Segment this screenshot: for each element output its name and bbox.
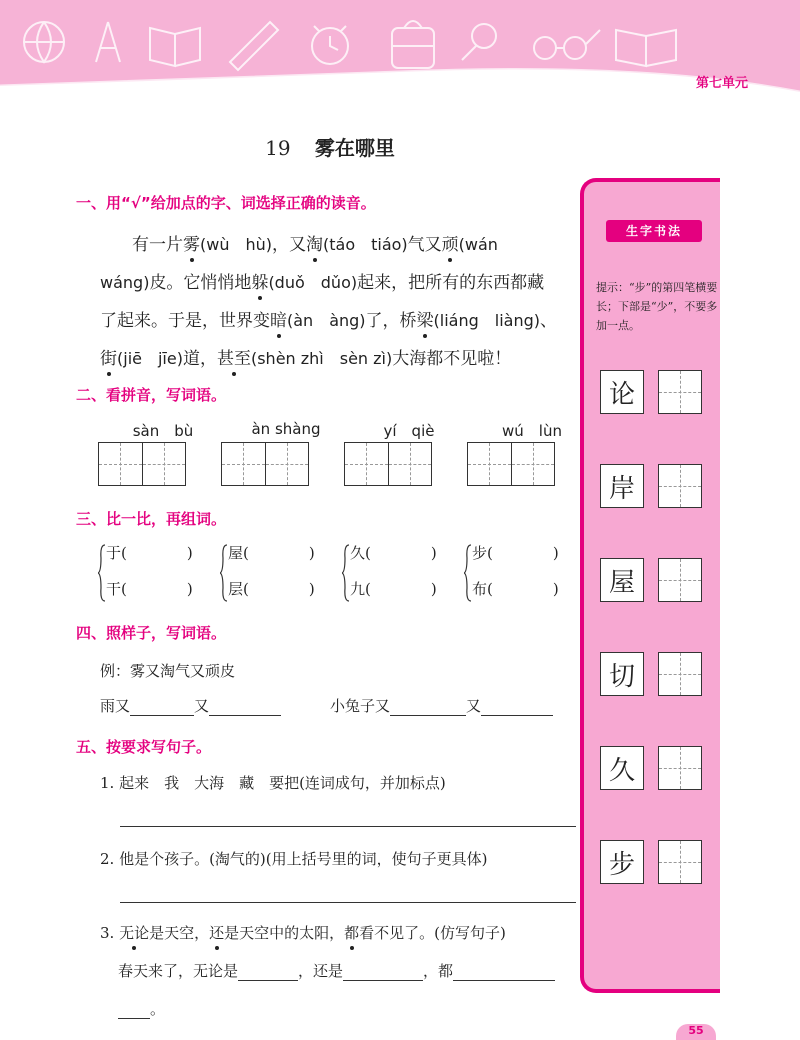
compare-row: 步( ) bbox=[472, 544, 559, 562]
compare-char: 干( bbox=[106, 580, 127, 598]
text-segment: 了起来。于是，世界变 bbox=[100, 311, 270, 331]
compare-row: 层( ) bbox=[228, 580, 315, 598]
compare-row: 屋( ) bbox=[228, 544, 315, 562]
pinyin-label: sàn bù bbox=[132, 422, 194, 440]
answer-blank[interactable] bbox=[481, 697, 553, 716]
tip-text: 提示：“步”的第四笔横要长；下部是“少”，不要多加一点。 bbox=[596, 281, 718, 332]
answer-blank[interactable] bbox=[209, 697, 281, 716]
question-1: 1. 起来 我 大海 藏 要把(连词成句，并加标点) bbox=[100, 774, 446, 792]
answer-blank[interactable] bbox=[238, 962, 298, 981]
reading-line-4 bbox=[100, 344, 511, 369]
pinyin-options: (shèn zhì sèn zì) bbox=[250, 349, 393, 368]
header-banner bbox=[0, 0, 800, 104]
pinyin-options: (jiē jīe) bbox=[117, 349, 183, 368]
model-char: 步 bbox=[600, 840, 644, 884]
char-practice-row bbox=[600, 652, 702, 696]
pinyin-options: (táo tiáo) bbox=[323, 235, 408, 254]
section2-heading: 二、看拼音，写词语。 bbox=[76, 386, 227, 404]
dotted-word: 无论 bbox=[119, 924, 150, 942]
unit-label: 第七单元 bbox=[695, 76, 748, 91]
text-segment: 道， bbox=[182, 349, 217, 369]
dotted-word: 梁 bbox=[417, 306, 434, 331]
compare-row: 布( ) bbox=[472, 580, 559, 598]
answer-line[interactable] bbox=[120, 826, 576, 827]
char-practice-row bbox=[600, 558, 702, 602]
fill-text: 小兔子又 bbox=[330, 697, 391, 715]
compare-char: 屋( bbox=[228, 544, 249, 562]
pinyin-item bbox=[221, 420, 351, 486]
compare-char: 层( bbox=[228, 580, 249, 598]
dotted-word: 都 bbox=[344, 924, 360, 942]
compare-char: 于( bbox=[106, 544, 127, 562]
practice-box[interactable] bbox=[658, 652, 702, 696]
practice-box[interactable] bbox=[658, 840, 702, 884]
example-text: 例：雾又淘气又顽皮 bbox=[100, 662, 236, 680]
practice-box[interactable] bbox=[658, 558, 702, 602]
pinyin-options: (duǒ dǔo) bbox=[268, 273, 358, 292]
answer-blank[interactable] bbox=[453, 962, 555, 981]
reading-line-3 bbox=[100, 306, 557, 331]
pinyin-label: yí qiè bbox=[383, 422, 435, 440]
practice-box[interactable] bbox=[658, 746, 702, 790]
panel-title: 生字书法 bbox=[606, 220, 702, 242]
page-number: 55 bbox=[676, 1024, 716, 1040]
fill-text: 雨又 bbox=[100, 697, 131, 715]
fill-text: 又 bbox=[194, 697, 210, 715]
text-segment: 是天空， bbox=[149, 924, 210, 942]
question-3: 3. 无论是天空，还是天空中的太阳，都看不见了。(仿写句子) bbox=[100, 924, 506, 942]
pinyin-label: wú lùn bbox=[502, 422, 562, 440]
char-practice-row bbox=[600, 746, 702, 790]
compare-char: 布( bbox=[472, 580, 493, 598]
text-segment: 皮。它悄悄地 bbox=[149, 273, 252, 293]
text-segment: 大海都不见啦！ bbox=[392, 349, 512, 369]
text-segment: 起来，把所有的东西都藏 bbox=[357, 273, 545, 293]
text-segment: ，又 bbox=[272, 235, 306, 255]
answer-line[interactable] bbox=[120, 902, 576, 903]
answer-blank[interactable] bbox=[118, 1000, 150, 1019]
pinyin-options: wáng) bbox=[100, 273, 150, 292]
question-3-end: 。 bbox=[118, 998, 165, 1019]
text-segment: 有一片 bbox=[132, 235, 183, 255]
pinyin-item bbox=[344, 420, 474, 486]
section4-heading: 四、照样子，写词语。 bbox=[76, 624, 227, 642]
dotted-word: 街 bbox=[100, 344, 117, 369]
compare-char: 九( bbox=[350, 580, 371, 598]
model-char: 屋 bbox=[600, 558, 644, 602]
practice-box[interactable] bbox=[658, 464, 702, 508]
page-title bbox=[0, 132, 660, 161]
text-segment: 了，桥 bbox=[365, 311, 417, 331]
brace-icon bbox=[98, 544, 106, 602]
pinyin-item bbox=[467, 420, 597, 486]
question-3-fill: 春天来了，无论是 ，还是 ，都 bbox=[118, 960, 555, 981]
section3-heading: 三、比一比，再组词。 bbox=[76, 510, 227, 528]
dotted-word: 躲 bbox=[251, 268, 268, 293]
compare-row: 干( ) bbox=[106, 580, 193, 598]
dotted-word: 顽 bbox=[442, 230, 459, 255]
text-segment: 、 bbox=[540, 311, 558, 331]
reading-line-1 bbox=[132, 230, 498, 255]
pinyin-options: (àn àng) bbox=[287, 311, 366, 330]
pinyin-options: (wán bbox=[458, 235, 498, 254]
section1-heading: 一、用“√”给加点的字、词选择正确的读音。 bbox=[76, 194, 376, 212]
model-char: 论 bbox=[600, 370, 644, 414]
char-practice-row bbox=[600, 464, 702, 508]
dotted-word: 淘 bbox=[306, 230, 323, 255]
answer-blank[interactable] bbox=[343, 962, 423, 981]
char-practice-row bbox=[600, 840, 702, 884]
reading-line-2 bbox=[100, 268, 544, 293]
text-segment: 是天空中的太阳， bbox=[224, 924, 345, 942]
question-2: 2. 他是个孩子。(淘气的)(用上括号里的词，使句子更具体) bbox=[100, 850, 488, 868]
text-segment: 看不见了。(仿写句子) bbox=[359, 924, 506, 942]
answer-blank[interactable] bbox=[390, 697, 466, 716]
model-char: 岸 bbox=[600, 464, 644, 508]
dotted-word: 还 bbox=[209, 924, 225, 942]
pinyin-options: (wù hù) bbox=[200, 235, 272, 254]
calligraphy-panel bbox=[580, 178, 720, 993]
brace-icon bbox=[220, 544, 228, 602]
text-segment: 气又 bbox=[407, 235, 442, 255]
dotted-word: 暗 bbox=[270, 306, 287, 331]
lesson-title: 雾在哪里 bbox=[314, 136, 395, 160]
section5-heading: 五、按要求写句子。 bbox=[76, 738, 212, 756]
brace-icon bbox=[342, 544, 350, 602]
fill-in-row bbox=[330, 695, 553, 716]
writing-grid[interactable] bbox=[98, 442, 186, 486]
pinyin-options: (liáng liàng) bbox=[433, 311, 541, 330]
compare-char: 步( bbox=[472, 544, 493, 562]
compare-row: 久( ) bbox=[350, 544, 437, 562]
dotted-word: 雾 bbox=[183, 230, 200, 255]
fill-text: 又 bbox=[466, 697, 482, 715]
compare-char: 久( bbox=[350, 544, 371, 562]
writing-grid[interactable] bbox=[467, 442, 555, 486]
compare-row: 九( ) bbox=[350, 580, 437, 598]
dotted-word: 甚至 bbox=[217, 344, 251, 369]
fill-in-row bbox=[100, 695, 281, 716]
pinyin-item bbox=[98, 420, 228, 486]
brace-icon bbox=[464, 544, 472, 602]
lesson-number: 19 bbox=[265, 136, 291, 160]
writing-grid[interactable] bbox=[344, 442, 432, 486]
model-char: 久 bbox=[600, 746, 644, 790]
compare-row: 于( ) bbox=[106, 544, 193, 562]
model-char: 切 bbox=[600, 652, 644, 696]
answer-blank[interactable] bbox=[130, 697, 194, 716]
pinyin-label: àn shàng bbox=[251, 420, 321, 438]
writing-grid[interactable] bbox=[221, 442, 309, 486]
char-practice-row bbox=[600, 370, 702, 414]
practice-box[interactable] bbox=[658, 370, 702, 414]
